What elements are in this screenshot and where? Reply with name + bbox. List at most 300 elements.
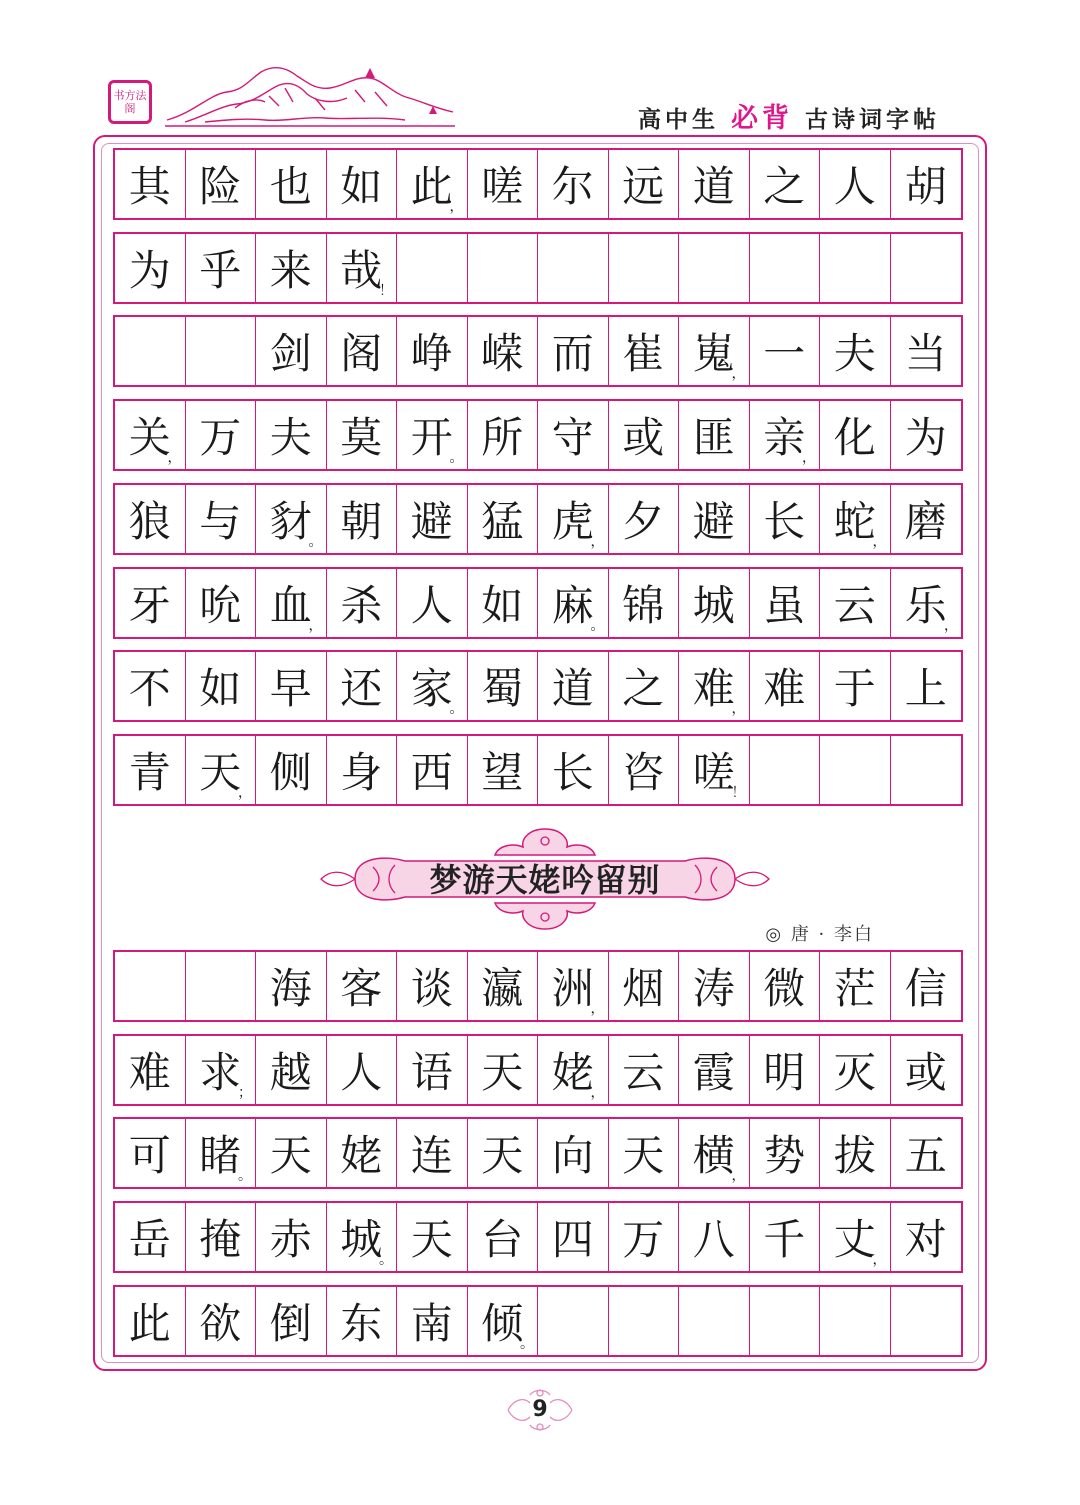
cell-punctuation: ， [731, 366, 746, 383]
grid-cell [679, 485, 750, 553]
cell-character: 嗟 [692, 747, 735, 797]
cell-punctuation: ， [308, 617, 323, 634]
grid-cell [327, 485, 398, 553]
cell-character: 虎 [551, 496, 594, 546]
cell-punctuation: ， [590, 1001, 605, 1017]
grid-cell [820, 736, 891, 804]
grid-cell [820, 569, 891, 637]
cell-character: 侧 [269, 747, 312, 797]
cell-character: 欲 [199, 1298, 242, 1348]
cell-character: 哉 [340, 245, 383, 295]
grid-cell [115, 952, 186, 1020]
title-prefix: 高中生 [637, 107, 719, 133]
grid-cell [679, 736, 750, 804]
cell-punctuation: ， [944, 617, 958, 634]
grid-cell [891, 1203, 962, 1271]
grid-row [113, 1201, 963, 1273]
grid-cell [468, 569, 539, 637]
grid-cell [115, 401, 186, 469]
grid-cell [679, 317, 750, 385]
cell-character: 吮 [199, 580, 242, 630]
cell-character: 茫 [833, 964, 876, 1013]
cell-punctuation: ； [238, 1084, 252, 1101]
cell-character: 对 [904, 1215, 947, 1265]
cell-character: 东 [340, 1298, 383, 1348]
grid-cell [115, 569, 186, 637]
grid-cell [256, 317, 327, 385]
cell-character: 倒 [269, 1298, 312, 1348]
grid-cell [468, 1036, 539, 1104]
grid-cell [609, 1203, 680, 1271]
cell-punctuation: 。 [449, 450, 464, 467]
grid-cell [327, 652, 398, 720]
cell-character: 掩 [199, 1215, 242, 1265]
poem-author: ◎ 唐 · 李白 [765, 924, 874, 945]
cell-character: 朝 [340, 496, 383, 546]
grid-cell [468, 1119, 539, 1187]
cell-character: 客 [340, 964, 383, 1013]
grid-cell [115, 150, 186, 218]
grid-cell [256, 1203, 327, 1271]
cell-character: 不 [128, 664, 171, 714]
grid-cell [750, 952, 821, 1020]
grid-cell [750, 401, 821, 469]
title-highlight: 必背 [730, 103, 793, 134]
cell-character: 道 [692, 162, 735, 211]
cell-character: 睹 [199, 1131, 242, 1181]
cell-character: 天 [481, 1131, 524, 1181]
cell-character: 守 [551, 413, 594, 463]
grid-cell [397, 736, 468, 804]
cell-character: 剑 [269, 329, 312, 379]
cell-punctuation: ， [872, 1252, 887, 1269]
grid-cell [609, 485, 680, 553]
cell-character: 于 [833, 664, 876, 714]
grid-cell [750, 485, 821, 553]
grid-cell [679, 569, 750, 637]
grid-cell [538, 401, 609, 469]
grid-cell [891, 1119, 962, 1187]
grid-cell [397, 1119, 468, 1187]
grid-row [113, 734, 963, 806]
cell-character: 岳 [128, 1215, 171, 1265]
grid-cell [186, 652, 257, 720]
cell-character: 如 [340, 162, 383, 211]
grid-cell [186, 1119, 257, 1187]
grid-cell [468, 234, 539, 302]
cell-character: 谈 [410, 964, 453, 1013]
grid-cell [327, 1203, 398, 1271]
grid-cell [538, 652, 609, 720]
cell-character: 五 [904, 1131, 947, 1181]
grid-cell [397, 952, 468, 1020]
cell-character: 杀 [340, 580, 383, 630]
grid-cell [750, 652, 821, 720]
cell-character: 丈 [833, 1215, 876, 1265]
grid-cell [750, 1036, 821, 1104]
grid-cell [115, 1119, 186, 1187]
grid-cell [256, 652, 327, 720]
book-title [638, 96, 940, 135]
grid-cell [186, 1203, 257, 1271]
cell-character: 所 [481, 413, 524, 463]
cell-character: 还 [340, 664, 383, 714]
cell-character: 咨 [622, 747, 665, 797]
cell-character: 夫 [833, 329, 876, 379]
cell-punctuation: ， [802, 450, 816, 467]
cell-character: 崔 [622, 329, 665, 379]
cell-character: 来 [269, 245, 312, 295]
cell-character: 蜀 [481, 664, 524, 714]
cell-punctuation: ！ [731, 784, 746, 801]
grid-cell [186, 1287, 257, 1355]
cell-character: 避 [410, 496, 453, 546]
cell-character: 当 [904, 329, 947, 379]
grid-cell [891, 652, 962, 720]
cell-character: 八 [692, 1215, 735, 1265]
cell-character: 涛 [692, 964, 735, 1013]
cell-character: 嵘 [481, 329, 524, 379]
grid-cell [679, 1036, 750, 1104]
cell-character: 天 [199, 747, 242, 797]
grid-cell [750, 1119, 821, 1187]
cell-punctuation: ， [590, 1084, 605, 1101]
grid-cell [538, 1203, 609, 1271]
grid-cell [538, 485, 609, 553]
grid-cell [538, 317, 609, 385]
grid-cell [327, 1036, 398, 1104]
grid-cell [186, 952, 257, 1020]
grid-cell [820, 1287, 891, 1355]
cell-punctuation: ， [731, 1168, 746, 1185]
grid-cell [891, 234, 962, 302]
grid-cell [679, 652, 750, 720]
cell-character: 化 [833, 413, 876, 463]
cell-character: 乎 [199, 245, 242, 295]
grid-row [113, 399, 963, 471]
grid-cell [186, 736, 257, 804]
cell-character: 长 [551, 747, 594, 797]
grid-cell [679, 1203, 750, 1271]
logo-text: 书方法阁 [113, 89, 147, 115]
grid-cell [609, 569, 680, 637]
cell-character: 磨 [904, 496, 947, 546]
grid-cell [397, 485, 468, 553]
cell-character: 上 [904, 664, 947, 714]
grid-cell [327, 1119, 398, 1187]
cell-character: 如 [481, 580, 524, 630]
grid-cell [186, 485, 257, 553]
grid-cell [538, 1287, 609, 1355]
cell-character: 瀛 [481, 964, 524, 1013]
grid-cell [115, 1203, 186, 1271]
cell-character: 亲 [763, 413, 806, 463]
grid-row [113, 148, 963, 220]
cell-character: 姥 [551, 1047, 594, 1097]
cell-character: 人 [340, 1047, 383, 1097]
grid-cell [538, 1119, 609, 1187]
cell-character: 微 [763, 964, 806, 1013]
cell-character: 明 [763, 1047, 806, 1097]
cell-character: 求 [199, 1047, 242, 1097]
grid-cell [891, 736, 962, 804]
cell-punctuation: 。 [520, 1335, 534, 1352]
grid-cell [750, 150, 821, 218]
cell-punctuation: ， [731, 701, 746, 718]
grid-cell [538, 1036, 609, 1104]
cell-character: 难 [763, 664, 806, 714]
cell-character: 道 [551, 664, 594, 714]
grid-cell [750, 1287, 821, 1355]
mountain-illustration [165, 62, 455, 130]
grid-cell [397, 401, 468, 469]
cell-character: 关 [128, 413, 171, 463]
cell-punctuation: ！ [379, 282, 393, 299]
cell-character: 灭 [833, 1047, 876, 1097]
cell-character: 之 [622, 664, 665, 714]
cell-character: 人 [833, 162, 876, 211]
cell-punctuation: 。 [238, 1168, 252, 1185]
cell-character: 城 [692, 580, 735, 630]
grid-cell [256, 736, 327, 804]
cell-punctuation: ， [590, 533, 605, 550]
cell-character: 远 [622, 162, 665, 211]
cell-character: 四 [551, 1215, 594, 1265]
cell-character: 霞 [692, 1047, 735, 1097]
cell-character: 家 [410, 664, 453, 714]
grid-cell [891, 1287, 962, 1355]
cell-character: 尔 [551, 162, 594, 211]
cell-punctuation: ， [872, 533, 887, 550]
grid-cell [256, 952, 327, 1020]
cell-character: 此 [128, 1298, 171, 1348]
cell-character: 人 [410, 580, 453, 630]
cell-character: 一 [763, 329, 806, 379]
cell-character: 早 [269, 664, 312, 714]
grid-cell [115, 1287, 186, 1355]
grid-cell [820, 1203, 891, 1271]
cell-character: 牙 [128, 580, 171, 630]
grid-cell [820, 317, 891, 385]
grid-cell [679, 1119, 750, 1187]
cell-character: 连 [410, 1131, 453, 1181]
cell-character: 避 [692, 496, 735, 546]
grid-cell [327, 234, 398, 302]
grid-cell [397, 150, 468, 218]
grid-cell [609, 652, 680, 720]
grid-cell [468, 150, 539, 218]
grid-row [113, 1285, 963, 1357]
cell-character: 开 [410, 413, 453, 463]
grid-cell [679, 234, 750, 302]
cell-character: 南 [410, 1298, 453, 1348]
cell-character: 险 [199, 162, 242, 211]
grid-cell [115, 234, 186, 302]
cell-character: 峥 [410, 329, 453, 379]
grid-cell [256, 1119, 327, 1187]
grid-cell [820, 150, 891, 218]
grid-row [113, 650, 963, 722]
cell-character: 猛 [481, 496, 524, 546]
cell-character: 狼 [128, 496, 171, 546]
grid-cell [468, 1203, 539, 1271]
grid-cell [820, 234, 891, 302]
grid-cell [256, 150, 327, 218]
grid-cell [750, 1203, 821, 1271]
grid-cell [609, 234, 680, 302]
grid-cell [327, 317, 398, 385]
cell-character: 天 [269, 1131, 312, 1181]
cell-character: 横 [692, 1131, 735, 1181]
cell-character: 天 [622, 1131, 665, 1181]
grid-cell [327, 150, 398, 218]
grid-cell [115, 736, 186, 804]
grid-cell [186, 150, 257, 218]
grid-cell [397, 569, 468, 637]
cell-character: 与 [199, 496, 242, 546]
cell-character: 西 [410, 747, 453, 797]
grid-cell [115, 485, 186, 553]
cell-character: 越 [269, 1047, 312, 1097]
cell-punctuation: 。 [590, 617, 605, 634]
cell-character: 为 [904, 413, 947, 463]
grid-cell [327, 736, 398, 804]
cell-character: 势 [763, 1131, 806, 1181]
title-suffix: 古诗词字帖 [805, 107, 940, 133]
cell-character: 赤 [269, 1215, 312, 1265]
grid-cell [186, 234, 257, 302]
cell-character: 万 [622, 1215, 665, 1265]
cell-character: 血 [269, 580, 312, 630]
grid-cell [891, 485, 962, 553]
cell-punctuation: 。 [449, 701, 464, 718]
grid-cell [538, 150, 609, 218]
cell-character: 拔 [833, 1131, 876, 1181]
cell-character: 城 [340, 1215, 383, 1265]
grid-cell [538, 569, 609, 637]
cell-character: 天 [481, 1047, 524, 1097]
grid-cell [750, 736, 821, 804]
grid-cell [820, 652, 891, 720]
grid-cell [891, 952, 962, 1020]
grid-cell [468, 652, 539, 720]
grid-cell [256, 485, 327, 553]
grid-cell [397, 1203, 468, 1271]
cell-character: 之 [763, 162, 806, 211]
cell-character: 海 [269, 964, 312, 1013]
grid-cell [397, 652, 468, 720]
cell-character: 云 [622, 1047, 665, 1097]
cell-character: 可 [128, 1131, 171, 1181]
grid-cell [750, 317, 821, 385]
grid-cell [327, 401, 398, 469]
page-header [0, 0, 1080, 140]
grid-cell [538, 234, 609, 302]
grid-cell [397, 234, 468, 302]
grid-cell [468, 736, 539, 804]
grid-cell [186, 317, 257, 385]
cell-character: 而 [551, 329, 594, 379]
cell-character: 为 [128, 245, 171, 295]
grid-cell [609, 1119, 680, 1187]
grid-cell [609, 952, 680, 1020]
cell-character: 长 [763, 496, 806, 546]
cell-punctuation: ， [167, 450, 182, 467]
grid-cell [186, 1036, 257, 1104]
cell-character: 身 [340, 747, 383, 797]
grid-cell [256, 234, 327, 302]
page-number: 9 [532, 1397, 548, 1422]
grid-cell [397, 1036, 468, 1104]
cell-character: 虽 [763, 580, 806, 630]
cell-character: 台 [481, 1215, 524, 1265]
cell-character: 或 [904, 1047, 947, 1097]
grid-cell [115, 652, 186, 720]
cell-character: 乐 [904, 580, 947, 630]
grid-cell [468, 952, 539, 1020]
grid-cell [609, 736, 680, 804]
grid-cell [115, 1036, 186, 1104]
grid-cell [538, 952, 609, 1020]
grid-row [113, 232, 963, 304]
grid-cell [891, 317, 962, 385]
cell-character: 锦 [622, 580, 665, 630]
grid-cell [891, 1036, 962, 1104]
grid-cell [256, 1287, 327, 1355]
cell-character: 难 [128, 1047, 171, 1097]
grid-cell [820, 485, 891, 553]
cell-character: 其 [128, 162, 171, 211]
grid-cell [327, 952, 398, 1020]
cell-character: 夫 [269, 413, 312, 463]
grid-cell [256, 569, 327, 637]
grid-cell [609, 1287, 680, 1355]
grid-cell [186, 401, 257, 469]
cell-punctuation: 。 [308, 533, 323, 550]
cell-punctuation: ， [238, 784, 252, 801]
grid-cell [679, 1287, 750, 1355]
poem-title: 梦游天姥吟留别 [429, 861, 661, 899]
grid-cell [609, 317, 680, 385]
cell-punctuation: 。 [379, 1252, 393, 1269]
grid-cell [538, 736, 609, 804]
grid-cell [679, 401, 750, 469]
grid-row [113, 483, 963, 555]
cell-character: 莫 [340, 413, 383, 463]
cell-character: 千 [763, 1215, 806, 1265]
cell-character: 青 [128, 747, 171, 797]
cell-character: 天 [410, 1215, 453, 1265]
grid-row [113, 567, 963, 639]
grid-cell [891, 401, 962, 469]
grid-cell [820, 1119, 891, 1187]
cell-character: 麻 [551, 580, 594, 630]
grid-cell [750, 234, 821, 302]
grid-cell [468, 1287, 539, 1355]
grid-cell [327, 569, 398, 637]
cell-character: 阁 [340, 329, 383, 379]
cell-character: 豺 [269, 496, 312, 546]
grid-cell [679, 952, 750, 1020]
grid-row [113, 315, 963, 387]
grid-cell [468, 401, 539, 469]
grid-cell [609, 1036, 680, 1104]
grid-cell [256, 401, 327, 469]
grid-cell [891, 569, 962, 637]
grid-cell [679, 150, 750, 218]
grid-row [113, 950, 963, 1022]
grid-cell [256, 1036, 327, 1104]
